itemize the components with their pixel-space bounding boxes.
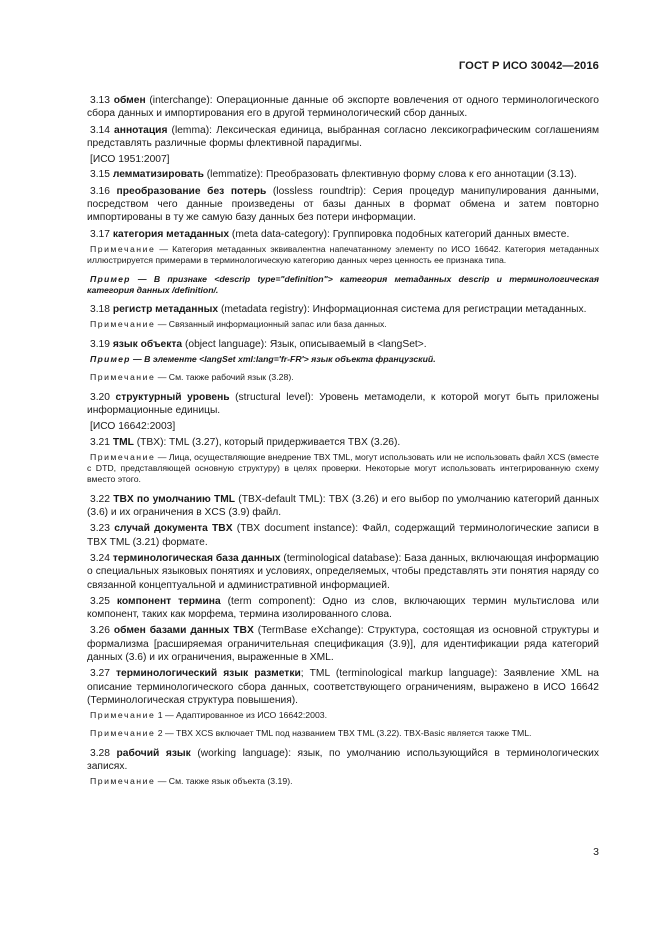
note-label: Примечание bbox=[90, 319, 156, 330]
entry-term: аннотация bbox=[114, 124, 168, 136]
entry-term: обмен базами данных TBX bbox=[113, 625, 254, 637]
entry-term: терминологическая база данных bbox=[112, 552, 281, 564]
entry-definition: (interchange): Операционные данные об экспорте вовлечения от одного терминологического сбора данных и импортирования его в другой терминологический сбор данных. bbox=[87, 95, 600, 120]
term-entry bbox=[87, 185, 599, 225]
entry-term: компонент термина bbox=[116, 595, 221, 607]
entry-term: лемматизировать bbox=[112, 169, 204, 181]
note-text: — Категория метаданных эквивалентна напечатанному элементу по ИСО 16642. Категория метаданных иллюстрируется примерами в терминологическую категорию данных через ценность ее признака типа. bbox=[87, 243, 599, 266]
example-text: — В признаке <descrip type="definition"> категория метаданных descrip и терминологическая категория данных /definition/. bbox=[87, 273, 599, 295]
entry-term: регистр метаданных bbox=[112, 304, 219, 316]
entry-definition: (TermBase eXchange): Структура, состоящая из основной структуры и формализма [расширяемая ограничительная спецификация (3.9)], для идентификации ряда категорий данных (3.6) и их ограничения, выраженные в XML. bbox=[87, 625, 599, 663]
note bbox=[87, 319, 599, 330]
example bbox=[87, 274, 599, 297]
term-entry bbox=[87, 436, 599, 449]
entry-number: 3.22 bbox=[90, 493, 110, 505]
entry-definition: ; TML (terminological markup language): Заявление XML на описание терминологического сбора данных, соответствующего ограничениям, выражено в ИСО 16642 (Терминологическая структура повышения). bbox=[87, 668, 599, 706]
note-text: — См. также рабочий язык (3.28). bbox=[155, 372, 294, 383]
note-text: — См. также язык объекта (3.19). bbox=[155, 776, 293, 787]
term-entry bbox=[87, 391, 599, 418]
note-label: Примечание bbox=[90, 243, 156, 254]
term-entry bbox=[87, 667, 599, 707]
entry-term: язык объекта bbox=[112, 338, 183, 350]
note bbox=[87, 372, 599, 383]
entry-number: 3.20 bbox=[90, 391, 110, 403]
source-reference bbox=[87, 420, 599, 433]
note-text: 1 — Адаптированное из ИСО 16642:2003. bbox=[155, 710, 328, 721]
entry-term: TBX по умолчанию TML bbox=[113, 493, 236, 505]
entry-term: структурный уровень bbox=[115, 391, 230, 403]
note-text: — Связанный информационный запас или база данных. bbox=[155, 319, 387, 330]
entry-number: 3.17 bbox=[90, 228, 110, 240]
note bbox=[87, 452, 599, 486]
term-entry bbox=[87, 124, 599, 151]
document-body bbox=[87, 94, 599, 795]
note-label: Примечание bbox=[90, 451, 156, 462]
entry-definition: (object language): Язык, описываемый в <langSet>. bbox=[182, 338, 427, 350]
entry-definition: (TBX): TML (3.27), который придерживается TBX (3.26). bbox=[133, 436, 401, 448]
entry-definition: (meta data-category): Группировка подобных категорий данных вместе. bbox=[229, 228, 570, 240]
entry-number: 3.16 bbox=[90, 185, 110, 197]
page-number: 3 bbox=[593, 846, 599, 858]
entry-term: случай документа TBX bbox=[114, 523, 233, 535]
example-label: Пример bbox=[90, 354, 131, 365]
note-label: Примечание bbox=[90, 728, 156, 739]
note-text: — Лица, осуществляющие внедрение TBX TML, могут использовать или не использовать файл XCS (вместе с DTD, представляющей основную структуру) в целях проверки. Некоторые могут использовать интегрированную схему вместо этого. bbox=[87, 451, 599, 485]
note-text: 2 — TBX XCS включает TML под названием TBX TML (3.22). TBX-Basic является также TML. bbox=[155, 728, 532, 739]
example bbox=[87, 354, 599, 365]
entry-number: 3.19 bbox=[90, 338, 110, 350]
entry-number: 3.23 bbox=[90, 523, 110, 535]
term-entry bbox=[87, 303, 599, 316]
term-entry bbox=[87, 493, 599, 520]
term-entry bbox=[87, 747, 599, 774]
entry-definition: (structural level): Уровень метамодели, к которой могут быть приложены информационные единицы. bbox=[87, 391, 599, 416]
entry-definition: (TBX document instance): Файл, содержащий терминологические записи в TBX TML (3.21) формате. bbox=[87, 523, 599, 548]
entry-number: 3.21 bbox=[90, 436, 110, 448]
note bbox=[87, 710, 599, 721]
entry-term: TML bbox=[112, 436, 134, 448]
note bbox=[87, 728, 599, 739]
entry-definition: (lemma): Лексическая единица, выбранная согласно лексикографическим соглашениям представлять различные формы флективной парадигмы. bbox=[87, 124, 599, 149]
entry-term: преобразование без потерь bbox=[116, 185, 267, 197]
entry-definition: (metadata registry): Информационная система для регистрации метаданных. bbox=[218, 304, 587, 316]
note bbox=[87, 244, 599, 267]
entry-definition: (working language): язык, по умолчанию использующийся в терминологических записях. bbox=[87, 747, 600, 773]
entry-definition: (lemmatize): Преобразовать флективную форму слова к его аннотации (3.13). bbox=[203, 169, 577, 181]
note-label: Примечание bbox=[90, 776, 156, 787]
term-entry bbox=[87, 228, 599, 241]
entry-number: 3.25 bbox=[90, 595, 110, 607]
source-reference bbox=[87, 153, 599, 166]
entry-number: 3.15 bbox=[90, 169, 110, 181]
term-entry bbox=[87, 94, 599, 121]
term-entry bbox=[87, 522, 599, 549]
entry-definition: (lossless roundtrip): Серия процедур манипулирования данными, посредством чего данные произведены от базы данных в формат обмена и затем повторно импортированы в ту же самую базу данных без потери информации. bbox=[87, 185, 599, 224]
term-entry bbox=[87, 168, 599, 181]
entry-number: 3.13 bbox=[90, 95, 110, 106]
note bbox=[87, 776, 599, 787]
reference-text: [ИСО 16642:2003] bbox=[90, 421, 176, 433]
example-label: Пример bbox=[90, 273, 131, 284]
entry-number: 3.14 bbox=[90, 124, 110, 136]
entry-definition: (term component): Одно из слов, включающих термин мультислова или компонент, таких как морфема, термина изолированного слова. bbox=[87, 595, 599, 621]
term-entry bbox=[87, 595, 599, 622]
entry-term: терминологический язык разметки bbox=[116, 668, 301, 680]
entry-number: 3.26 bbox=[90, 625, 110, 637]
term-entry bbox=[87, 624, 599, 664]
entry-term: рабочий язык bbox=[116, 747, 191, 759]
entry-definition: (terminological database): База данных, включающая информацию о специальных языковых понятиях и условиях, определяемых, чтобы представлять эти понятия наряду со связанной концептуальной и административной информацией. bbox=[87, 552, 599, 591]
page-header: ГОСТ Р ИСО 30042—2016 bbox=[458, 60, 599, 72]
note-label: Примечание bbox=[90, 372, 156, 383]
term-entry bbox=[87, 338, 599, 351]
entry-number: 3.24 bbox=[90, 552, 110, 564]
term-entry bbox=[87, 552, 599, 592]
entry-number: 3.28 bbox=[90, 747, 110, 759]
entry-number: 3.27 bbox=[90, 668, 110, 680]
entry-term: категория метаданных bbox=[112, 228, 230, 240]
example-text: — В элементе <langSet xml:lang='fr-FR'> язык объекта французский. bbox=[130, 354, 436, 365]
entry-term: обмен bbox=[113, 95, 146, 106]
entry-number: 3.18 bbox=[90, 304, 110, 316]
entry-definition: (TBX-default TML): TBX (3.26) и его выбор по умолчанию категорий данных (3.6) и их ограничения в XCS (3.9) файл. bbox=[87, 493, 599, 519]
reference-text: [ИСО 1951:2007] bbox=[90, 154, 170, 166]
note-label: Примечание bbox=[90, 710, 156, 721]
